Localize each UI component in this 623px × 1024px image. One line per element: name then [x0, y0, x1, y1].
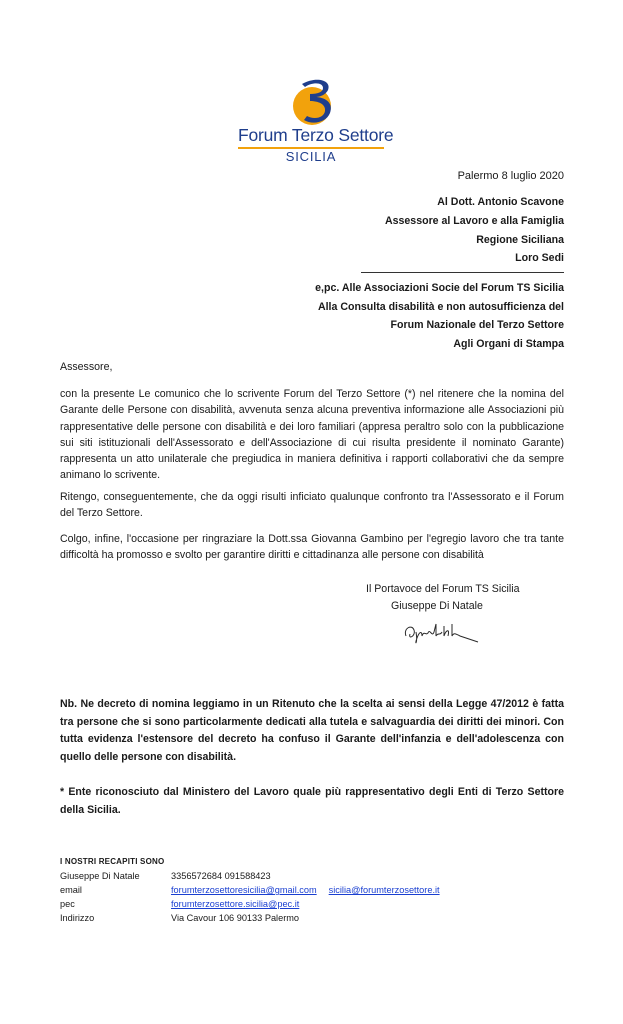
email-links — [171, 885, 440, 895]
nb-note: Nb. Ne decreto di nomina leggiamo in un Ritenuto che la scelta ai sensi della Legge 47/2012 è fatta tra persone che si sono particolarmente dedicati alla tutela e salvaguardia dei diritti dei minori. Con tutta evidenza l'estensore del decreto ha confuso il Garante dell'infanzia e dell'adolescenza con quello delle persone con disabilità. — [60, 698, 564, 763]
logo-region: SICILIA — [285, 149, 337, 164]
contact-value: 3356572684 091588423 — [171, 871, 271, 881]
cc-line: Alla Consulta disabilità e non autosufficienza del — [317, 301, 564, 313]
cc-line: Forum Nazionale del Terzo Settore — [390, 319, 564, 331]
salutation: Assessore, — [60, 361, 113, 373]
contacts-title: I NOSTRI RECAPITI SONO — [60, 857, 165, 866]
recipient-line: Regione Siciliana — [476, 234, 564, 246]
body-paragraph: Colgo, infine, l'occasione per ringraziare la Dott.ssa Giovanna Gambino per l'egregio lavoro che tra tante difficoltà ha promosso e svolto per garantire diritti e cittadinanza alle persone con disabilità — [60, 533, 564, 562]
signatory-name: Giuseppe Di Natale — [391, 600, 483, 612]
signatory-role: Il Portavoce del Forum TS Sicilia — [366, 583, 520, 595]
recipient-line: Al Dott. Antonio Scavone — [437, 196, 564, 208]
body-paragraph: Ritengo, conseguentemente, che da oggi risulti inficiato qualunque confronto tra l'Assessorato e il Forum del Terzo Settore. — [60, 491, 564, 520]
contact-label: Indirizzo — [60, 913, 95, 923]
pec-link[interactable]: forumterzosettore.sicilia@pec.it — [171, 899, 300, 909]
handwritten-signature — [400, 618, 480, 648]
cc-line: e,pc. Alle Associazioni Socie del Forum TS Sicilia — [315, 282, 564, 294]
email-link[interactable]: forumterzosettoresicilia@gmail.com — [171, 885, 317, 895]
contact-label: pec — [60, 899, 75, 909]
footnote: * Ente riconosciuto dal Ministero del Lavoro quale più rappresentativo degli Enti di Terzo Settore della Sicilia. — [60, 786, 564, 816]
forum-logo-icon — [288, 76, 348, 128]
cc-line: Agli Organi di Stampa — [453, 338, 564, 350]
contact-label: email — [60, 885, 82, 895]
email-link[interactable]: sicilia@forumterzosettore.it — [328, 885, 440, 895]
letter-date: Palermo 8 luglio 2020 — [457, 170, 564, 182]
body-paragraph: con la presente Le comunico che lo scrivente Forum del Terzo Settore (*) nel ritenere che la nomina del Garante delle Persone con disabilità, avvenuta senza alcuna preventiva informazione alle Associazioni più rappresentative delle persone con disabilità e dei loro familiari (appresa peraltro solo con la pubblicazione sui siti istituzionali dell'Assessorato e dell'Associazione di cui risulta presidente il nominato Garante) rappresenta un atto unilaterale che pregiudica in maniera definitiva i rapporti collaborativi che da sempre animano lo scrivente. — [60, 388, 564, 482]
contact-value: Via Cavour 106 90133 Palermo — [171, 913, 300, 923]
recipient-separator — [361, 272, 564, 273]
contact-label: Giuseppe Di Natale — [60, 871, 140, 881]
recipient-line: Loro Sedi — [515, 252, 564, 264]
recipient-line: Assessore al Lavoro e alla Famiglia — [384, 215, 564, 227]
logo-name: Forum Terzo Settore — [238, 125, 394, 145]
